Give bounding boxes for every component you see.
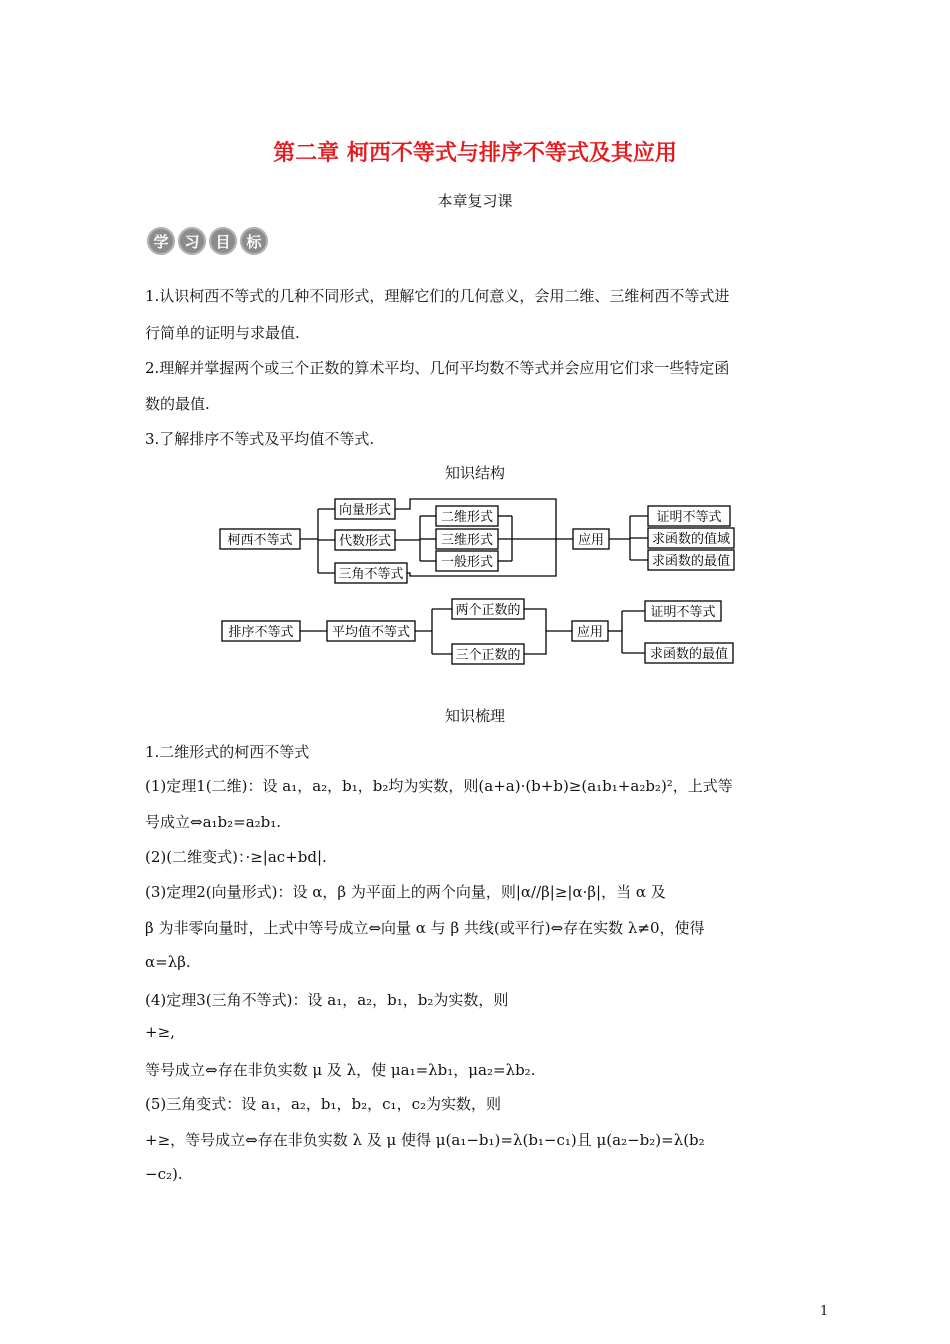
node-prove-inequality: 证明不等式 (656, 510, 722, 525)
node-three-positive: 三个正数的 (455, 648, 521, 663)
badge-char: 目 (209, 227, 237, 255)
objective-line: 2.理解并掌握两个或三个正数的算术平均、几何平均数不等式并会应用它们求一些特定函 (145, 359, 730, 377)
node-2d-form: 二维形式 (440, 510, 494, 525)
node-application-2: 应用 (576, 625, 604, 640)
body-line: +≥，等号成立⇔存在非负实数 λ 及 μ 使得 μ(a₁−b₁)=λ(b₁−c₁)且 μ(a₂−b₂)=λ(b₂ (145, 1131, 705, 1149)
objective-line: 数的最值. (145, 395, 210, 413)
node-prove-inequality-2: 证明不等式 (650, 605, 716, 620)
objective-line: 3.了解排序不等式及平均值不等式. (145, 430, 375, 448)
section-heading-review: 知识梳理 (444, 707, 505, 725)
body-line: (4)定理3(三角不等式)：设 a₁，a₂，b₁，b₂为实数，则 (145, 991, 509, 1009)
node-rearrangement: 排序不等式 (228, 625, 294, 640)
objective-line: 1.认识柯西不等式的几种不同形式，理解它们的几何意义，会用二维、三维柯西不等式进 (145, 287, 730, 305)
page-subtitle: 本章复习课 (437, 192, 513, 210)
node-cauchy: 柯西不等式 (227, 533, 293, 548)
node-two-positive: 两个正数的 (455, 603, 521, 618)
body-line: 号成立⇔a₁b₂=a₂b₁. (145, 813, 282, 831)
badge-char: 习 (178, 227, 206, 255)
node-algebraic-form: 代数形式 (338, 534, 392, 549)
node-general-form: 一般形式 (440, 555, 494, 570)
node-mean-inequality: 平均值不等式 (331, 625, 411, 640)
body-line: −c₂). (145, 1165, 183, 1183)
body-line: 1.二维形式的柯西不等式 (145, 743, 310, 761)
page-number: 1 (820, 1304, 829, 1319)
body-line: (2)(二维变式)：·≥|ac+bd|. (145, 848, 327, 866)
badge-char: 标 (240, 227, 268, 255)
body-line: 等号成立⇔存在非负实数 μ 及 λ，使 μa₁=λb₁，μa₂=λb₂. (145, 1061, 536, 1079)
body-line: (1)定理1(二维)：设 a₁，a₂，b₁，b₂均为实数，则(a+a)·(b+b)≥(a₁b₁+a₂b₂)²，上式等 (145, 777, 733, 795)
body-line: (5)三角变式：设 a₁，a₂，b₁，b₂，c₁，c₂为实数，则 (145, 1095, 501, 1113)
node-application: 应用 (577, 533, 605, 548)
node-function-extreme: 求函数的最值 (651, 554, 731, 569)
node-function-extreme-2: 求函数的最值 (649, 647, 729, 662)
objective-line: 行简单的证明与求最值. (145, 324, 300, 342)
body-line: β 为非零向量时，上式中等号成立⇔向量 α 与 β 共线(或平行)⇔存在实数 λ≠0，使得 (145, 919, 705, 937)
node-function-range: 求函数的值域 (651, 532, 731, 547)
node-3d-form: 三维形式 (440, 533, 494, 548)
node-triangle-inequality: 三角不等式 (338, 567, 404, 582)
body-line: (3)定理2(向量形式)：设 α，β 为平面上的两个向量，则|α//β|≥|α·β|，当 α 及 (145, 883, 666, 901)
node-vector-form: 向量形式 (338, 503, 392, 518)
badge-char: 学 (147, 227, 175, 255)
body-line: α=λβ. (145, 953, 191, 971)
page-title: 第二章 柯西不等式与排序不等式及其应用 (273, 141, 677, 166)
body-line: +≥, (145, 1023, 175, 1041)
section-heading-structure: 知识结构 (444, 464, 505, 482)
